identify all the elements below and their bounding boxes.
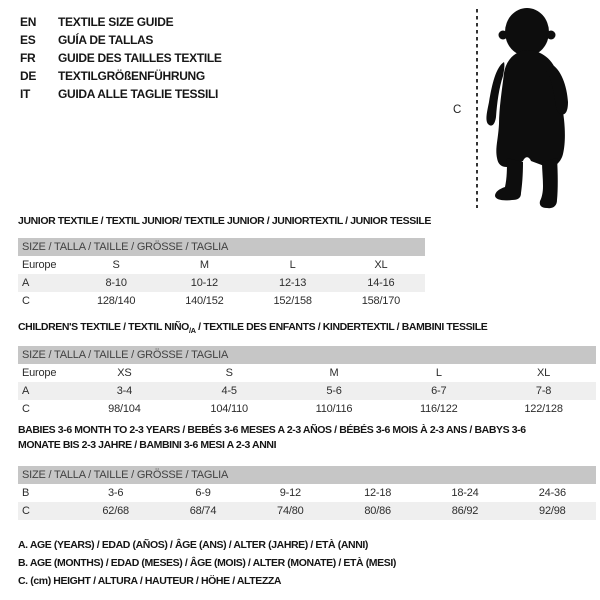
footnote-b: B. AGE (MONTHS) / EDAD (MESES) / ÂGE (MOIS) / ALTER (MONATE) / ETÀ (MESI) — [18, 557, 396, 569]
lang-code: EN — [20, 15, 37, 29]
lang-row-de — [20, 67, 222, 85]
toddler-silhouette-figure — [450, 0, 600, 215]
babies-table-title: BABIES 3-6 MONTH TO 2-3 YEARS / BEBÉS 3-6 MESES A 2-3 AÑOS / BÉBÉS 3-6 MOIS À 2-3 ANS / BABYS 3-6 MONATE BIS 2-3 JAHRE / BAMBINI 3-6 MESI A 2-3 ANNI — [18, 424, 526, 451]
size-cell: 158/170 — [361, 295, 401, 307]
junior-size-table — [18, 238, 425, 310]
size-cell: 74/80 — [277, 505, 304, 517]
size-cell: 116/122 — [420, 403, 458, 415]
size-cell: S — [112, 259, 120, 271]
lang-label: GUIDA ALLE TAGLIE TESSILI — [58, 87, 219, 101]
footnote-a: A. AGE (YEARS) / EDAD (AÑOS) / ÂGE (ANS) / ALTER (JAHRE) / ETÀ (ANNI) — [18, 539, 369, 551]
children-title-pre: CHILDREN'S TEXTILE / TEXTIL NIÑO — [18, 321, 189, 333]
size-cell: XS — [117, 367, 132, 379]
size-cell: 14-16 — [367, 277, 395, 289]
size-cell: 12-13 — [279, 277, 307, 289]
junior-table-title: JUNIOR TEXTILE / TEXTIL JUNIOR/ TEXTILE JUNIOR / JUNIORTEXTIL / JUNIOR TESSILE — [18, 215, 431, 227]
size-cell: M — [329, 367, 339, 379]
size-cell: M — [199, 259, 209, 271]
size-cell: 3-6 — [108, 487, 124, 499]
size-header-bar: SIZE / TALLA / TAILLE / GRÖSSE / TAGLIA — [18, 466, 596, 484]
lang-code: FR — [20, 51, 36, 65]
lang-code: IT — [20, 87, 31, 101]
size-cell: S — [225, 367, 233, 379]
size-cell: 18-24 — [451, 487, 479, 499]
lang-code: DE — [20, 69, 37, 83]
size-cell: 104/110 — [210, 403, 248, 415]
row-label: Europe — [22, 367, 57, 379]
size-header-bar: SIZE / TALLA / TAILLE / GRÖSSE / TAGLIA — [18, 346, 596, 364]
table-body — [18, 364, 596, 418]
size-cell: 7-8 — [535, 385, 552, 397]
table-body — [18, 256, 425, 310]
size-cell: 110/116 — [315, 403, 353, 415]
footnote-c: C. (cm) HEIGHT / ALTURA / HAUTEUR / HÖHE / ALTEZZA — [18, 575, 282, 587]
table-row — [18, 484, 596, 502]
lang-row-fr — [20, 49, 222, 67]
table-row — [18, 502, 596, 520]
size-cell: XL — [537, 367, 551, 379]
lang-label: GUÍA DE TALLAS — [58, 33, 154, 47]
lang-code: ES — [20, 33, 36, 47]
size-cell: 3-4 — [116, 385, 133, 397]
children-title-sub: /A — [188, 326, 196, 336]
size-cell: 80/86 — [364, 505, 391, 517]
size-cell: 68/74 — [189, 505, 217, 517]
size-cell: L — [435, 367, 442, 379]
lang-label: GUIDE DES TAILLES TEXTILE — [58, 51, 222, 65]
size-cell: 9-12 — [279, 487, 301, 499]
size-cell: 24-36 — [538, 487, 566, 499]
size-header-bar: SIZE / TALLA / TAILLE / GRÖSSE / TAGLIA — [18, 238, 425, 256]
lang-row-en — [20, 13, 222, 31]
size-cell: 8-10 — [105, 277, 127, 289]
table-row — [18, 274, 425, 292]
baby-silhouette-icon — [486, 8, 568, 208]
row-label: A — [22, 277, 30, 289]
babies-size-table — [18, 466, 596, 520]
row-label: C — [22, 403, 30, 415]
size-cell: 128/140 — [96, 295, 136, 307]
table-row — [18, 256, 425, 274]
lang-label: TEXTILGRÖßENFÜHRUNG — [58, 69, 205, 83]
lang-row-it — [20, 85, 222, 103]
row-label: B — [22, 487, 30, 499]
size-cell: 4-5 — [221, 385, 237, 397]
size-cell: 62/68 — [102, 505, 129, 517]
size-cell: 86/92 — [451, 505, 479, 517]
size-cell: 6-9 — [195, 487, 211, 499]
size-cell: 10-12 — [190, 277, 218, 289]
size-cell: 140/152 — [185, 295, 224, 307]
size-cell: XL — [374, 259, 388, 271]
size-cell: 5-6 — [326, 385, 342, 397]
size-cell: L — [289, 259, 296, 271]
size-cell: 6-7 — [431, 385, 447, 397]
row-label: C — [22, 295, 30, 307]
row-label: C — [22, 505, 30, 517]
children-table-title — [18, 320, 578, 338]
height-measure-label-c: C — [453, 104, 462, 116]
table-row — [18, 382, 596, 400]
table-row — [18, 364, 596, 382]
size-cell: 98/104 — [108, 403, 141, 415]
size-cell: 122/128 — [524, 403, 563, 415]
children-title-post: / TEXTILE DES ENFANTS / KINDERTEXTIL / BAMBINI TESSILE — [195, 321, 488, 333]
size-cell: 92/98 — [539, 505, 566, 517]
lang-row-es — [20, 31, 222, 49]
lang-label: TEXTILE SIZE GUIDE — [58, 15, 174, 29]
legend-footnotes — [18, 536, 396, 590]
table-body — [18, 484, 596, 520]
row-label: A — [22, 385, 30, 397]
language-title-block — [20, 13, 222, 103]
table-row — [18, 292, 425, 310]
size-cell: 12-18 — [364, 487, 392, 499]
children-size-table — [18, 346, 596, 418]
row-label: Europe — [22, 259, 57, 271]
size-cell: 152/158 — [273, 295, 312, 307]
table-row — [18, 400, 596, 418]
